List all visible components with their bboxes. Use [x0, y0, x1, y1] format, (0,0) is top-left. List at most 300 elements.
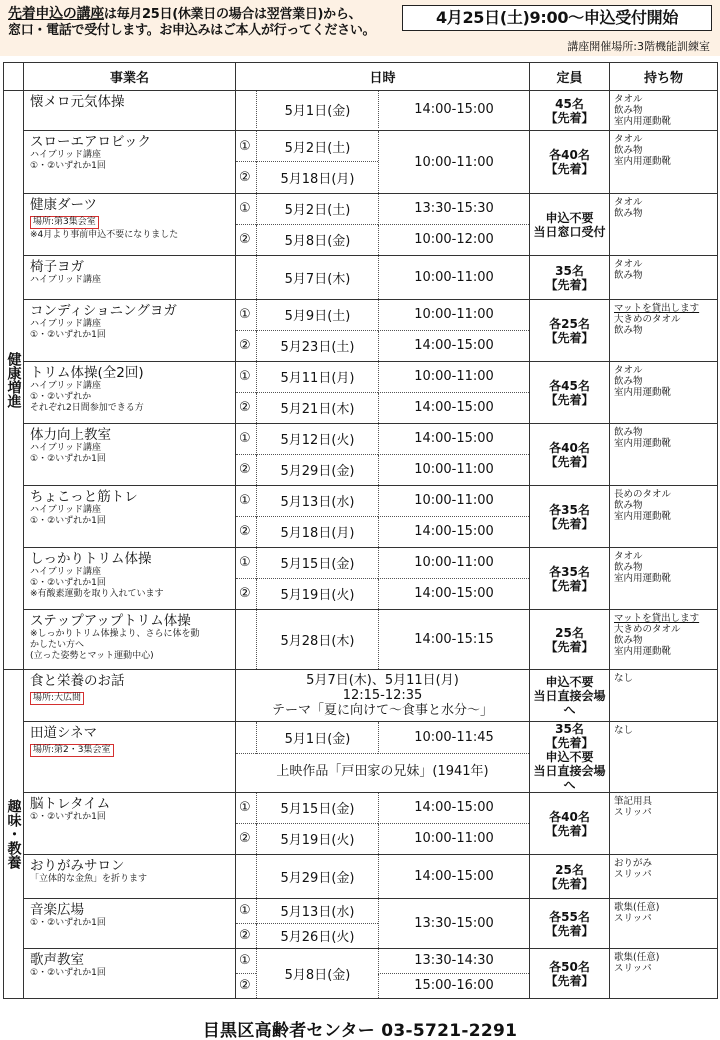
- item-line: タオル: [614, 134, 643, 145]
- slot-number: ②: [239, 586, 251, 602]
- program-name-cell: [24, 131, 236, 194]
- datetime-cell: [236, 610, 530, 670]
- item-line: 長めのタオル: [614, 489, 672, 500]
- program-note: ①・②いずれか1回: [30, 918, 106, 928]
- datetime-grid: [236, 949, 529, 998]
- datetime-grid: [236, 362, 529, 423]
- program-name-cell: [24, 300, 236, 362]
- time-text: 14:00-15:00: [378, 393, 529, 424]
- program-note: ※有酸素運動を取り入れています: [30, 589, 164, 599]
- program-title: 歌声教室: [30, 952, 84, 968]
- time-text: 10:00-11:00: [378, 548, 529, 579]
- capacity-cell: [530, 424, 610, 486]
- program-name-cell: [24, 194, 236, 256]
- date-text: 5月18日(月): [256, 162, 378, 193]
- blank-cell: [236, 855, 256, 898]
- program-note: ハイブリッド講座: [30, 275, 102, 285]
- date-text: 5月19日(火): [256, 579, 378, 610]
- capacity-line: 各40名: [549, 440, 590, 455]
- program-name-cell: [24, 722, 236, 793]
- capacity-line: 【先着】: [545, 923, 594, 938]
- table-row: [4, 194, 718, 256]
- datetime-grid: [236, 256, 529, 299]
- capacity-line: 各40名: [549, 809, 590, 824]
- program-note: ハイブリッド講座: [30, 319, 102, 329]
- datetime-grid: [236, 722, 529, 785]
- program-note: (立った姿勢とマット運動中心): [30, 651, 154, 661]
- slot-number: ②: [239, 170, 251, 185]
- slot-number: ②: [239, 400, 251, 416]
- datetime-grid: [236, 793, 529, 854]
- items-cell: [610, 899, 718, 949]
- time-text: 10:00-11:00: [378, 131, 529, 193]
- date-text: 5月7日(木): [256, 256, 378, 299]
- datetime-cell: [236, 949, 530, 999]
- items-cell: [610, 793, 718, 855]
- date-text: 5月2日(土): [256, 194, 378, 225]
- date-text: 5月15日(金): [256, 793, 378, 824]
- capacity-cell: [530, 722, 610, 793]
- datetime-cell: [236, 362, 530, 424]
- datetime-grid: [236, 131, 529, 193]
- capacity-cell: [530, 610, 610, 670]
- time-text: 10:00-12:00: [378, 225, 529, 256]
- program-note: ①・②いずれか1回: [30, 330, 106, 340]
- footer-contact: 目黒区高齢者センター 03-5721-2291: [202, 1021, 518, 1040]
- items-cell: [610, 949, 718, 999]
- program-name-cell: [24, 793, 236, 855]
- datetime-cell: [236, 855, 530, 899]
- capacity-line: 【先着】: [545, 823, 594, 838]
- date-text: 5月29日(金): [256, 455, 378, 486]
- blank-cell: [236, 256, 256, 299]
- table-row: [4, 610, 718, 670]
- time-text: 10:00-11:00: [378, 824, 529, 855]
- date-text: 5月8日(金): [256, 949, 378, 998]
- item-line: スリッパ: [614, 963, 652, 974]
- venue-note: 講座開催場所:3階機能訓練室: [567, 40, 710, 53]
- table-row: [4, 670, 718, 722]
- slot-number: ①: [236, 486, 256, 517]
- item-line: タオル: [614, 197, 643, 208]
- date-text: 5月8日(金): [256, 225, 378, 256]
- capacity-line: 当日直接会場へ: [533, 764, 606, 792]
- film-text: 上映作品「戸田家の兄妹」(1941年): [276, 763, 489, 779]
- slot-number: ②: [239, 232, 251, 248]
- time-text: 13:30-15:00: [378, 899, 529, 948]
- table-row: [4, 855, 718, 899]
- datetime-grid: [236, 899, 529, 948]
- program-note: 「立体的な金魚」を折ります: [30, 874, 148, 884]
- capacity-line: 各25名: [549, 316, 590, 331]
- program-note: ※しっかりトリム体操より、さらに体を動: [30, 629, 200, 639]
- items-cell: [610, 722, 718, 793]
- program-name-cell: [24, 855, 236, 899]
- program-title: 健康ダーツ: [30, 197, 97, 213]
- col-datetime: 日時: [236, 63, 530, 91]
- program-note: かしたい方へ: [30, 640, 85, 650]
- item-line: 大きめのタオル: [614, 624, 681, 635]
- capacity-cell: [530, 362, 610, 424]
- capacity-line: 【先着】: [545, 876, 594, 891]
- program-note: ①・②いずれか: [30, 392, 92, 402]
- capacity-line: 【先着】: [545, 736, 594, 750]
- items-cell: [610, 256, 718, 300]
- program-name-cell: [24, 548, 236, 610]
- item-line: 飲み物: [614, 325, 643, 336]
- datetime-cell: [236, 670, 530, 722]
- program-note: ハイブリッド講座: [30, 567, 102, 577]
- program-name-cell: [24, 362, 236, 424]
- capacity-line: 【先着】: [545, 392, 594, 407]
- date-text: 5月28日(木): [256, 610, 378, 669]
- slot-number: ②: [239, 524, 251, 540]
- slot-number: ①: [236, 949, 256, 974]
- blank-cell: [236, 610, 256, 669]
- program-title: しっかりトリム体操: [30, 551, 152, 567]
- item-line: 歌集(任意): [614, 952, 660, 963]
- time-text: 10:00-11:45: [378, 722, 529, 754]
- program-title: 脳トレタイム: [30, 796, 111, 812]
- items-cell: [610, 131, 718, 194]
- item-line: 飲み物: [614, 208, 643, 219]
- table-row: [4, 362, 718, 424]
- item-line: 室内用運動靴: [614, 573, 672, 584]
- corner-cell: [4, 63, 24, 91]
- slot-number: ①: [236, 194, 256, 225]
- items-cell: [610, 91, 718, 131]
- slot-number: ②: [239, 928, 251, 944]
- location-tag: 場所:大広間: [30, 692, 84, 705]
- item-line: 室内用運動靴: [614, 116, 672, 127]
- date-text: 5月1日(金): [256, 91, 378, 128]
- item-line: おりがみ: [614, 858, 653, 869]
- table-row: [4, 899, 718, 949]
- capacity-cell: [530, 300, 610, 362]
- datetime-grid: [236, 610, 529, 669]
- item-line: なし: [614, 673, 634, 684]
- item-line: タオル: [614, 259, 643, 270]
- datetime-cell: [236, 256, 530, 300]
- capacity-line: 25名: [555, 862, 584, 877]
- datetime-line: テーマ「夏に向けて～食事と水分～」: [271, 703, 493, 718]
- slot-number: ②: [239, 978, 251, 994]
- slot-number: ①: [236, 793, 256, 824]
- items-cell: [610, 855, 718, 899]
- time-text: 14:00-15:00: [378, 331, 529, 362]
- table-row: [4, 91, 718, 131]
- program-note: ①・②いずれか1回: [30, 812, 106, 822]
- time-text: 13:30-14:30: [378, 949, 529, 974]
- program-note: ①・②いずれか1回: [30, 516, 106, 526]
- items-cell: [610, 610, 718, 670]
- time-text: 13:30-15:30: [378, 194, 529, 225]
- time-text: 10:00-11:00: [378, 486, 529, 517]
- datetime-cell: [236, 300, 530, 362]
- program-title: 音楽広場: [30, 902, 84, 918]
- datetime-cell: [236, 899, 530, 949]
- item-line: 飲み物: [614, 105, 643, 116]
- item-line: 飲み物: [614, 376, 643, 387]
- item-line: 筆記用具: [614, 796, 653, 807]
- capacity-line: 当日直接会場へ: [533, 688, 606, 717]
- item-line: タオル: [614, 94, 643, 105]
- items-cell: [610, 300, 718, 362]
- slot-number: ①: [236, 424, 256, 455]
- table-row: [4, 300, 718, 362]
- item-line: マットを貸出します: [614, 613, 700, 624]
- item-line: スリッパ: [614, 807, 652, 818]
- capacity-line: 【先着】: [545, 578, 594, 593]
- items-cell: [610, 670, 718, 722]
- items-cell: [610, 424, 718, 486]
- item-line: タオル: [614, 365, 643, 376]
- header-notice: [8, 6, 375, 39]
- location-tag: 場所:第2・3集会室: [30, 744, 114, 757]
- datetime-line: 12:15-12:35: [342, 688, 423, 703]
- program-note: ハイブリッド講座: [30, 443, 102, 453]
- item-line: 飲み物: [614, 500, 643, 511]
- items-cell: [610, 362, 718, 424]
- program-note: ①・②いずれか1回: [30, 968, 106, 978]
- date-text: 5月9日(土): [256, 300, 378, 331]
- program-name-cell: [24, 424, 236, 486]
- capacity-cell: [530, 91, 610, 131]
- table-row: [4, 131, 718, 194]
- capacity-cell: [530, 486, 610, 548]
- item-line: 室内用運動靴: [614, 438, 672, 449]
- capacity-cell: [530, 793, 610, 855]
- time-text: 14:00-15:00: [378, 855, 529, 898]
- date-text: 5月29日(金): [256, 855, 378, 898]
- program-title: 田道シネマ: [30, 725, 98, 741]
- program-title: ちょこっと筋トレ: [30, 489, 138, 505]
- program-name-cell: [24, 486, 236, 548]
- program-note: ①・②いずれか1回: [30, 454, 106, 464]
- program-title: トリム体操(全2回): [30, 365, 144, 381]
- capacity-line: 35名: [555, 722, 584, 736]
- capacity-line: 【先着】: [545, 330, 594, 345]
- program-note: ハイブリッド講座: [30, 150, 102, 160]
- program-note: それぞれ2日間参加できる方: [30, 403, 144, 413]
- date-text: 5月12日(火): [256, 424, 378, 455]
- item-line: 飲み物: [614, 562, 643, 573]
- datetime-grid: [236, 300, 529, 361]
- datetime-grid: [236, 194, 529, 255]
- capacity-line: 各45名: [549, 378, 590, 393]
- program-note: ※4月より事前申込不要になりました: [30, 230, 179, 240]
- blank-cell: [236, 91, 256, 128]
- date-text: 5月11日(月): [256, 362, 378, 393]
- datetime-grid: [236, 424, 529, 485]
- table-row: [4, 949, 718, 999]
- capacity-cell: [530, 670, 610, 722]
- item-line: タオル: [614, 551, 643, 562]
- col-name: 事業名: [24, 63, 236, 91]
- header: [0, 0, 720, 56]
- capacity-cell: [530, 256, 610, 300]
- item-line: 大きめのタオル: [614, 314, 681, 325]
- capacity-line: 各35名: [549, 502, 590, 517]
- table-body: [4, 91, 718, 999]
- time-text: 14:00-15:00: [378, 424, 529, 455]
- datetime-grid: [236, 91, 529, 128]
- slot-number: ①: [236, 300, 256, 331]
- capacity-line: 35名: [555, 263, 584, 278]
- time-text: 10:00-11:00: [378, 455, 529, 486]
- time-text: 10:00-11:00: [378, 300, 529, 331]
- time-text: 10:00-11:00: [378, 362, 529, 393]
- table-row: [4, 486, 718, 548]
- table-row: [4, 793, 718, 855]
- date-text: 5月2日(土): [256, 131, 378, 162]
- datetime-cell: [236, 91, 530, 131]
- time-text: 14:00-15:00: [378, 793, 529, 824]
- datetime-cell: [236, 194, 530, 256]
- capacity-line: 【先着】: [545, 162, 594, 176]
- capacity-cell: [530, 899, 610, 949]
- slot-number: ①: [236, 548, 256, 579]
- item-line: 室内用運動靴: [614, 387, 672, 398]
- program-title: 体力向上教室: [30, 427, 111, 443]
- program-note: ハイブリッド講座: [30, 381, 102, 391]
- capacity-line: 申込不要: [545, 674, 594, 689]
- capacity-line: 当日窓口受付: [533, 224, 606, 239]
- capacity-cell: [530, 131, 610, 194]
- datetime-grid: [236, 855, 529, 898]
- time-text: 14:00-15:00: [378, 517, 529, 548]
- program-title: 懐メロ元気体操: [30, 94, 125, 110]
- col-items: 持ち物: [610, 63, 718, 91]
- program-name-cell: [24, 899, 236, 949]
- datetime-cell: [236, 548, 530, 610]
- date-text: 5月21日(木): [256, 393, 378, 424]
- capacity-line: 各40名: [549, 148, 590, 162]
- item-line: スリッパ: [614, 869, 652, 880]
- capacity-cell: [530, 949, 610, 999]
- slot-number: ①: [236, 131, 256, 162]
- category-hobby: 趣味・教養: [4, 670, 24, 999]
- items-cell: [610, 548, 718, 610]
- item-line: 室内用運動靴: [614, 156, 672, 167]
- table-header-row: [4, 63, 718, 91]
- date-text: 5月13日(水): [256, 486, 378, 517]
- capacity-line: 【先着】: [545, 639, 594, 654]
- slot-number: ②: [239, 831, 251, 847]
- datetime-cell: [236, 486, 530, 548]
- date-text: 5月18日(月): [256, 517, 378, 548]
- blank-cell: [236, 722, 256, 754]
- program-title: ステップアップトリム体操: [30, 613, 191, 629]
- datetime-cell: [236, 722, 530, 793]
- date-text: 5月19日(火): [256, 824, 378, 855]
- capacity-line: 【先着】: [545, 110, 594, 125]
- location-tag-wrap: [30, 689, 231, 706]
- capacity-cell: [530, 855, 610, 899]
- item-line: 歌集(任意): [614, 902, 660, 913]
- program-title: 椅子ヨガ: [30, 259, 84, 275]
- datetime-grid: [236, 486, 529, 547]
- item-line: マットを貸出します: [614, 303, 700, 314]
- datetime-cell: [236, 131, 530, 194]
- program-name-cell: [24, 670, 236, 722]
- item-line: なし: [614, 725, 634, 736]
- location-tag-wrap: [30, 741, 231, 758]
- table-row: [4, 548, 718, 610]
- time-text: 10:00-11:00: [378, 256, 529, 299]
- slot-number: ②: [239, 462, 251, 478]
- item-line: 飲み物: [614, 635, 643, 646]
- slot-number: ②: [239, 338, 251, 354]
- date-text: 5月13日(水): [256, 899, 378, 924]
- location-tag: 場所:第3集会室: [30, 216, 99, 229]
- capacity-cell: [530, 548, 610, 610]
- item-line: 室内用運動靴: [614, 646, 672, 657]
- capacity-line: 45名: [555, 96, 584, 111]
- date-text: 5月15日(金): [256, 548, 378, 579]
- table-row: [4, 256, 718, 300]
- application-start-box: 4月25日(土)9:00～申込受付開始: [402, 5, 712, 31]
- capacity-line: 25名: [555, 625, 584, 640]
- program-name-cell: [24, 610, 236, 670]
- datetime-line: 5月7日(木)、5月11日(月): [306, 673, 459, 688]
- program-title: おりがみサロン: [30, 858, 125, 874]
- notice-rest: は毎月25日(休業日の場合は翌営業日)から、: [103, 7, 362, 22]
- program-note: ①・②いずれか1回: [30, 578, 106, 588]
- item-line: スリッパ: [614, 913, 652, 924]
- date-text: 5月26日(火): [256, 924, 378, 949]
- notice-line2: 窓口・電話で受付します。お申込みはご本人が行ってください。: [8, 23, 376, 38]
- datetime-grid: [236, 548, 529, 609]
- item-line: 室内用運動靴: [614, 511, 672, 522]
- slot-number: ①: [236, 899, 256, 924]
- items-cell: [610, 486, 718, 548]
- location-tag-wrap: [30, 213, 231, 230]
- capacity-line: 【先着】: [545, 516, 594, 531]
- items-cell: [610, 194, 718, 256]
- program-name-cell: [24, 949, 236, 999]
- program-title: 食と栄養のお話: [30, 673, 125, 689]
- table-row: [4, 722, 718, 793]
- capacity-line: 【先着】: [545, 454, 594, 469]
- capacity-line: 各35名: [549, 564, 590, 579]
- item-line: 飲み物: [614, 427, 643, 438]
- capacity-line: 各50名: [549, 959, 590, 974]
- program-title: スローエアロビック: [30, 134, 151, 150]
- slot-number: ①: [236, 362, 256, 393]
- program-name-cell: [24, 91, 236, 131]
- capacity-cell: [530, 194, 610, 256]
- datetime-cell: [236, 424, 530, 486]
- notice-lead: 先着申込の講座: [8, 6, 104, 22]
- table-row: [4, 424, 718, 486]
- program-note: ハイブリッド講座: [30, 505, 102, 515]
- category-health: 健康増進: [4, 91, 24, 670]
- program-note: ①・②いずれか1回: [30, 161, 106, 171]
- date-text: 5月23日(土): [256, 331, 378, 362]
- capacity-line: 申込不要: [545, 750, 594, 764]
- item-line: 飲み物: [614, 145, 643, 156]
- program-name-cell: [24, 256, 236, 300]
- item-line: 飲み物: [614, 270, 643, 281]
- capacity-line: 【先着】: [545, 277, 594, 292]
- datetime-cell: [236, 793, 530, 855]
- capacity-line: 【先着】: [545, 973, 594, 988]
- capacity-line: 各55名: [549, 909, 590, 924]
- time-text: 14:00-15:15: [378, 610, 529, 669]
- program-title: コンディショニングヨガ: [30, 303, 177, 319]
- time-text: 14:00-15:00: [378, 579, 529, 610]
